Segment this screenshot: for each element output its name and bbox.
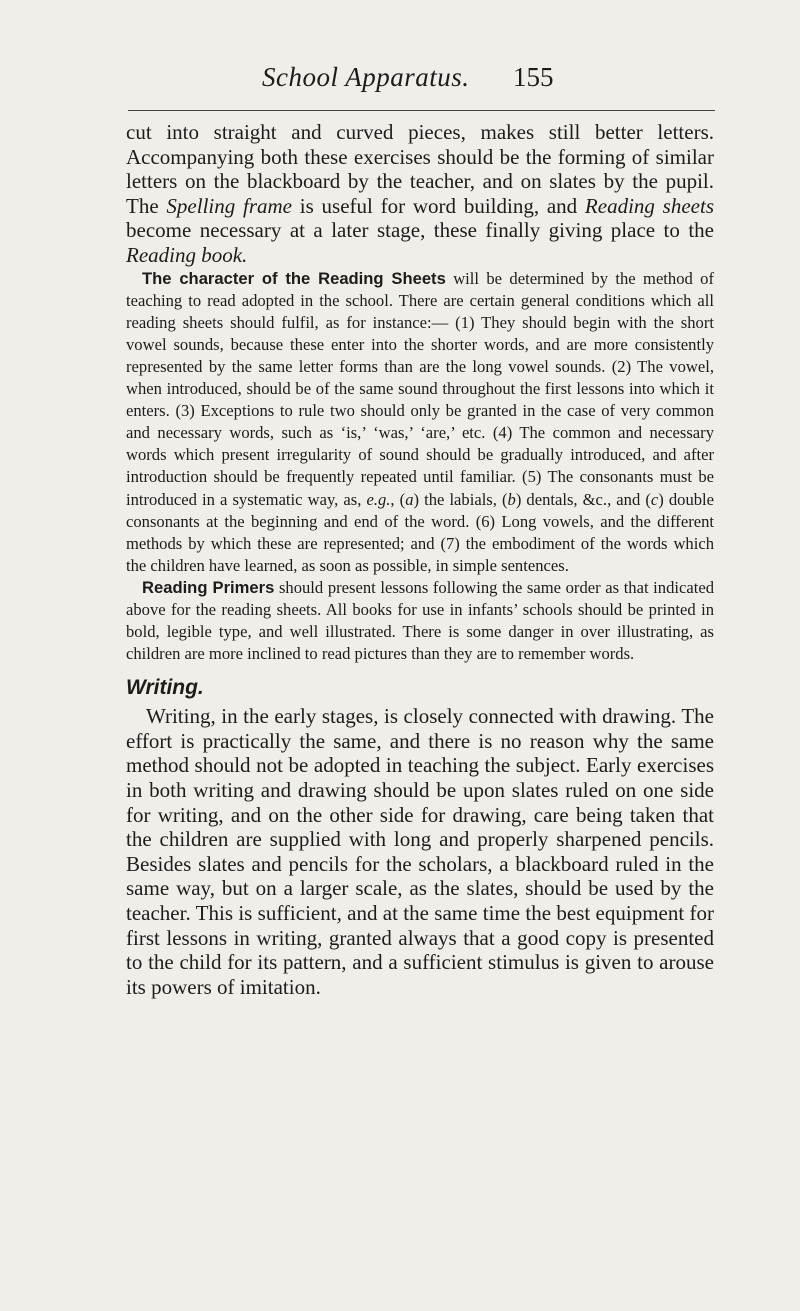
intro-paragraph xyxy=(126,120,714,268)
spelling-frame-term: Spelling frame xyxy=(166,193,293,218)
intro-text-3: become necessary at a later stage, these finally giving place to the xyxy=(126,218,714,243)
reading-sheets-lead: The character of the Reading Sheets xyxy=(142,268,446,288)
intro-text-1: cut into straight and curved pieces, makes still better letters. Accompanying both these exercises should be the forming of similar letters on the blackboard by the teacher, and on slates by the pupil. The xyxy=(126,120,714,218)
enum-a: a xyxy=(405,489,414,509)
text-fragment: ) dentals, &c., and ( xyxy=(515,489,651,509)
running-head xyxy=(0,62,800,102)
running-title: School Apparatus. xyxy=(262,62,470,92)
reading-primers-text: should present lessons following the same order as that indicated above for the reading sheets. All books for use in infants’ schools should be printed in bold, legible type, and well illustrated. There is some danger in over illustrating, as children are more inclined to read pictures than they are to remember words. xyxy=(126,577,715,664)
reading-sheets-paragraph xyxy=(126,268,714,577)
enum-c: c xyxy=(650,489,659,509)
text-fragment: , ( xyxy=(390,489,406,509)
text-fragment: ) double consonants at the beginning and end of the word. (6) Long vowels, and the different methods by which these are represented; and (7) the embodiment of the words which the children have learned, as soon as possible, in simple sentences. xyxy=(126,489,715,575)
intro-text-2: is useful for word building, and xyxy=(292,193,585,218)
header-rule xyxy=(128,110,715,111)
page-body xyxy=(126,120,714,999)
eg-abbrev: e.g. xyxy=(366,489,391,509)
reading-book-term: Reading book. xyxy=(126,242,248,267)
reading-sheets-text: will be determined by the method of teaching to read adopted in the school. There are certain general conditions which all reading sheets should fulfil, as for instance:— (1) They should begin with the short vowel sounds, because these enter into the shorter words, and are more consistently represented by the same letter forms than are the long vowel sounds. (2) The vowel, when introduced, should be of the same sound throughout the first lessons into which it enters. (3) Exceptions to rule two should only be granted in the case of very common and necessary words, such as ‘is,’ ‘was,’ ‘are,’ etc. (4) The common and necessary words which present irregularity of sound should be gradually introduced, and after introduction should be frequently repeated until familiar. (5) The consonants must be introduced in a systematic way, as, xyxy=(126,268,715,509)
reading-sheets-term: Reading sheets xyxy=(584,193,714,218)
enum-b: b xyxy=(507,489,516,509)
section-heading-writing: Writing. xyxy=(126,676,204,700)
page-number: 155 xyxy=(513,62,554,92)
text-fragment: ) the labials, ( xyxy=(413,489,508,509)
reading-primers-lead: Reading Primers xyxy=(142,577,275,597)
reading-primers-paragraph xyxy=(126,577,714,665)
writing-paragraph: Writing, in the early stages, is closely connected with drawing. The effort is practically the same, and there is no reason why the same method should not be adopted in teaching the subject. Early exercises in both writing and drawing should be upon slates ruled on one side for writing, and on the other side for drawing, care being taken that the children are supplied with long and properly sharpened pencils. Besides slates and pencils for the scholars, a blackboard ruled in the same way, but on a larger scale, as the slates, should be used by the teacher. This is sufficient, and at the same time the best equipment for first lessons in writing, granted always that a good copy is presented to the child for its pattern, and a sufficient stimulus is given to arouse its powers of imitation. xyxy=(126,704,714,999)
